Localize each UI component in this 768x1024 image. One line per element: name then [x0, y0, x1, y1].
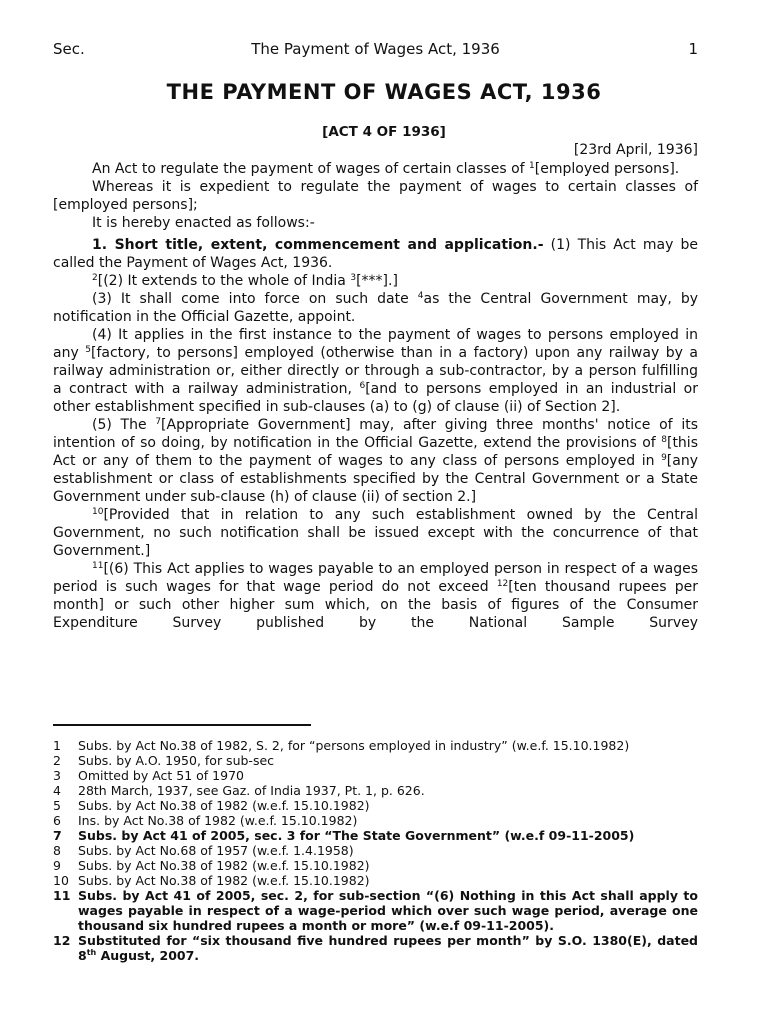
footnote-ref[interactable]: 2 — [92, 273, 98, 283]
header-section-label: Sec. — [53, 40, 85, 58]
header-page-number: 1 — [688, 40, 698, 58]
footnote-ref[interactable]: 11 — [92, 561, 104, 571]
section-1-subsection-6: $^{11}$[(6) This Act applies to wages payable to an employed person in respect of a wages period is such wages for that wage period do not exceed $^{12}$[ten thousand rupees per month] or such other higher sum which, on the basis of figures of the Consumer Expenditure Survey published by the National Sample Survey — [53, 561, 699, 631]
footnote: 7 Subs. by Act 41 of 2005, sec. 3 for “The State Government” (w.e.f 09-11-2005) — [53, 828, 635, 843]
footnote-number: 12 — [53, 933, 71, 948]
footnote-number: 10 — [53, 873, 69, 888]
enacting-clause: It is hereby enacted as follows:- — [92, 215, 315, 231]
footnote-number: 11 — [53, 888, 71, 903]
running-header — [53, 40, 698, 60]
section-1-subsection-5: (5) The $^7$[Appropriate Government] may, after giving three months' notice of its intention of so doing, by notification in the Official Gazette, extend the provisions of $^8$[this Act or any of them to the payment of wages to any class of persons employed in $^9$[any establishment or class of establishments specified by the Central Government or a State Government under sub-clause (h) of clause (ii) of section 2.] — [53, 417, 698, 505]
header-act-title: The Payment of Wages Act, 1936 — [251, 40, 500, 58]
footnote-number: 5 — [53, 798, 61, 813]
footnote-number: 2 — [53, 753, 61, 768]
footnote-ref[interactable]: 3 — [350, 273, 357, 283]
footnotes — [53, 738, 698, 963]
footnote-number: 8 — [53, 843, 61, 858]
footnote: 12 Substituted for “six thousand five hundred rupees per month” by S.O. 1380(E), dated 8th August, 2007. — [53, 933, 698, 963]
footnote: 1 Subs. by Act No.38 of 1982, S. 2, for “persons employed in industry” (w.e.f. 15.10.1982) — [53, 738, 630, 753]
footnote: 4 28th March, 1937, see Gaz. of India 1937, Pt. 1, p. 626. — [53, 783, 425, 798]
section-1-subsection-2: $^2$[(2) It extends to the whole of India $^3$[***].] — [92, 273, 398, 289]
footnote-number: 7 — [53, 828, 62, 843]
footnote-ref[interactable]: 6 — [359, 381, 366, 391]
act-body — [53, 160, 698, 632]
footnote: 5 Subs. by Act No.38 of 1982 (w.e.f. 15.10.1982) — [53, 798, 370, 813]
footnote-ref[interactable]: 10 — [92, 507, 104, 517]
footnote: 2 Subs. by A.O. 1950, for sub-sec — [53, 753, 275, 768]
footnote-ref[interactable]: 8 — [661, 435, 667, 445]
footnote-ref[interactable]: 4 — [417, 291, 424, 301]
footnote: 9 Subs. by Act No.38 of 1982 (w.e.f. 15.10.1982) — [53, 858, 370, 873]
page-title: THE PAYMENT OF WAGES ACT, 1936 — [166, 80, 602, 104]
footnote-ref[interactable]: 1 — [529, 161, 535, 171]
footnote-ref[interactable]: 9 — [661, 453, 667, 463]
section-1-proviso: $^{10}$[Provided that in relation to any such establishment owned by the Central Government, no such notification shall be issued except with the concurrence of that Government.] — [53, 507, 698, 559]
preamble-paragraph: An Act to regulate the payment of wages of certain classes of $^1$[employed persons]. — [92, 161, 680, 177]
footnote-number: 1 — [53, 738, 61, 753]
enactment-date: [23rd April, 1936] — [573, 142, 698, 158]
footnote-number: 3 — [53, 768, 61, 783]
act-number: [ACT 4 OF 1936] — [322, 124, 446, 140]
whereas-paragraph: Whereas it is expedient to regulate the payment of wages to certain classes of [employed persons]; — [53, 179, 698, 213]
section-1-subsection-3: (3) It shall come into force on such date $^4$as the Central Government may, by notification in the Official Gazette, appoint. — [53, 291, 698, 325]
footnote-ref[interactable]: 5 — [85, 345, 91, 355]
footnote-ref[interactable]: 7 — [155, 417, 162, 427]
section-1-subsection-4: (4) It applies in the first instance to the payment of wages to persons employed in any $^5$[factory, to persons] employed (otherwise than in a factory) upon any railway by a railway administration or, either directly or through a sub-contractor, by a person fulfilling a contract with a railway administration, $^6$[and to persons employed in an industrial or other establishment specified in sub-clauses (a) to (g) of clause (ii) of Section 2]. — [53, 327, 699, 415]
footnote-number: 9 — [53, 858, 61, 873]
footnote-number: 6 — [53, 813, 61, 828]
footnote: 10 Subs. by Act No.38 of 1982 (w.e.f. 15.10.1982) — [53, 873, 370, 888]
footnote-ref[interactable]: 12 — [496, 579, 509, 589]
footnote: 11 Subs. by Act 41 of 2005, sec. 2, for sub-section “(6) Nothing in this Act shall apply to wages payable in respect of a wage-period which over such wage period, average one thousand six hundred rupees a month or more” (w.e.f 09-11-2005). — [53, 888, 698, 933]
section-heading: 1. Short title, extent, commencement and application.- — [92, 237, 544, 253]
footnote-divider — [53, 724, 311, 726]
section-1-subsection-1: 1. Short title, extent, commencement and application.- (1) This Act may be called the Payment of Wages Act, 1936. — [53, 237, 698, 271]
footnote: 6 Ins. by Act No.38 of 1982 (w.e.f. 15.10.1982) — [53, 813, 358, 828]
footnote: 3 Omitted by Act 51 of 1970 — [53, 768, 244, 783]
footnote-number: 4 — [53, 783, 61, 798]
footnote: 8 Subs. by Act No.68 of 1957 (w.e.f. 1.4.1958) — [53, 843, 354, 858]
